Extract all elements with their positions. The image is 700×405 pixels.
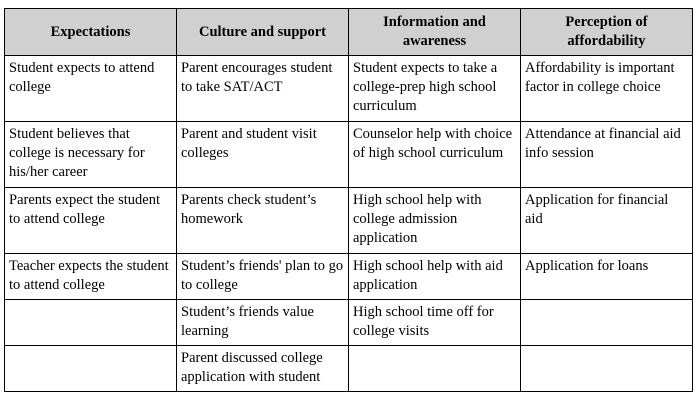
table-row xyxy=(5,188,693,254)
table-row xyxy=(5,122,693,188)
factors-table xyxy=(4,8,693,392)
header-culture-and-support: Culture and support xyxy=(177,9,349,56)
table-cell: Counselor help with choice of high school curriculum xyxy=(349,122,521,188)
table-header-row xyxy=(5,9,693,56)
table-cell: Student believes that college is necessary for his/her career xyxy=(5,122,177,188)
table-cell: Student expects to attend college xyxy=(5,56,177,122)
table-cell: Teacher expects the student to attend college xyxy=(5,254,177,300)
table-cell: Student’s friends value learning xyxy=(177,300,349,346)
table-cell: Parent encourages student to take SAT/ACT xyxy=(177,56,349,122)
table-row xyxy=(5,346,693,392)
table-cell: Affordability is important factor in college choice xyxy=(521,56,693,122)
table-cell: Parents check student’s homework xyxy=(177,188,349,254)
table-cell xyxy=(521,300,693,346)
table-cell: Application for financial aid xyxy=(521,188,693,254)
table-cell xyxy=(349,346,521,392)
header-perception-of-affordability: Perception of affordability xyxy=(521,9,693,56)
table-cell: Parent and student visit colleges xyxy=(177,122,349,188)
table-cell xyxy=(5,300,177,346)
table-cell: High school time off for college visits xyxy=(349,300,521,346)
table-row xyxy=(5,300,693,346)
table-cell: High school help with aid application xyxy=(349,254,521,300)
table-cell: High school help with college admission application xyxy=(349,188,521,254)
header-expectations: Expectations xyxy=(5,9,177,56)
table-cell: Parent discussed college application with student xyxy=(177,346,349,392)
table-cell xyxy=(5,346,177,392)
table-row xyxy=(5,56,693,122)
header-information-and-awareness: Information and awareness xyxy=(349,9,521,56)
table-cell xyxy=(521,346,693,392)
table-cell: Student expects to take a college-prep high school curriculum xyxy=(349,56,521,122)
table-cell: Parents expect the student to attend college xyxy=(5,188,177,254)
table-row xyxy=(5,254,693,300)
table-cell: Student’s friends' plan to go to college xyxy=(177,254,349,300)
table-cell: Attendance at financial aid info session xyxy=(521,122,693,188)
table-cell: Application for loans xyxy=(521,254,693,300)
